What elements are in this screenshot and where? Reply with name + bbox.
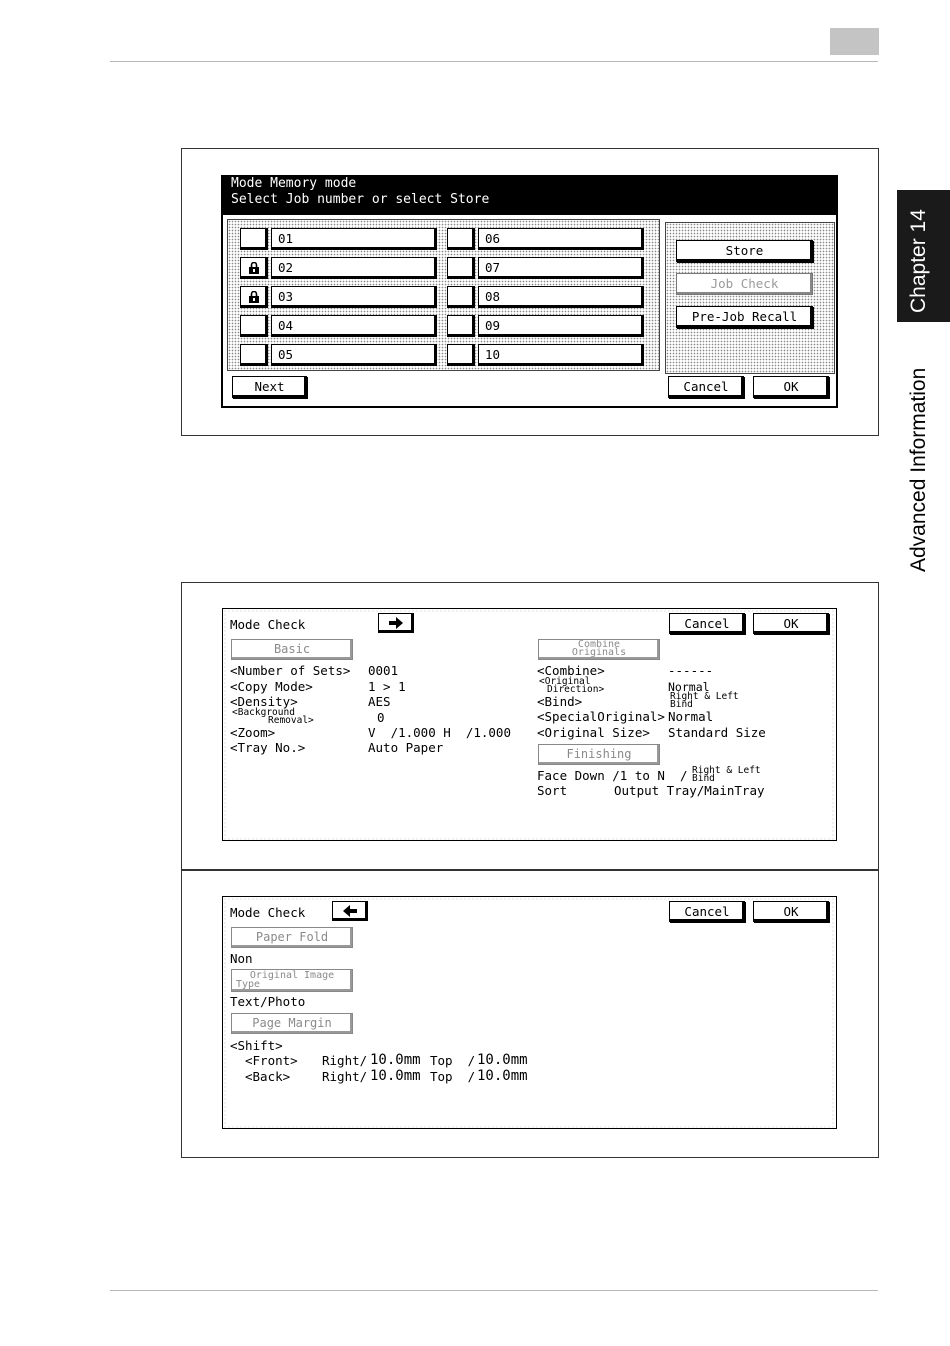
front-top-value: 10.0mm bbox=[477, 1052, 528, 1068]
back-top-value: 10.0mm bbox=[477, 1068, 528, 1084]
ok-label: OK bbox=[777, 379, 804, 394]
job-01-button[interactable]: 01 bbox=[271, 228, 437, 250]
job-06-select[interactable] bbox=[447, 228, 475, 250]
front-right-prefix: Right/ bbox=[322, 1053, 368, 1068]
cancel-button[interactable] bbox=[669, 613, 745, 634]
job-05-button[interactable]: 05 bbox=[271, 344, 437, 366]
finishing-tab[interactable]: Finishing bbox=[538, 744, 660, 765]
job-10-button[interactable]: 10 bbox=[478, 344, 644, 366]
combine-originals-tab[interactable] bbox=[538, 639, 660, 660]
paper-fold-value: Non bbox=[230, 951, 253, 966]
bind-label: <Bind> bbox=[537, 694, 583, 709]
original-image-type-tab[interactable] bbox=[231, 969, 353, 992]
finishing-output-tray: Output Tray/MainTray bbox=[614, 783, 765, 798]
back-top-prefix: Top / bbox=[430, 1069, 476, 1084]
pre-job-recall-button[interactable]: Pre-Job Recall bbox=[676, 306, 813, 328]
shift-label: <Shift> bbox=[230, 1038, 283, 1053]
footer-rule bbox=[110, 1290, 878, 1291]
special-original-label: <SpecialOriginal> bbox=[537, 709, 665, 724]
forward-button[interactable] bbox=[378, 613, 414, 633]
job-08-button[interactable]: 08 bbox=[478, 286, 644, 308]
job-03-button[interactable]: 03 bbox=[271, 286, 437, 308]
store-button[interactable]: Store bbox=[676, 240, 813, 262]
original-size-label: <Original Size> bbox=[537, 725, 650, 740]
original-image-type-line2: Type bbox=[236, 979, 261, 990]
combine-label: <Combine> bbox=[537, 663, 605, 678]
cancel-label: Cancel bbox=[683, 379, 729, 394]
original-direction-label-2: Direction> bbox=[547, 684, 605, 695]
arrow-left-icon bbox=[342, 905, 358, 917]
density-label: <Density> bbox=[230, 694, 298, 709]
ok-button[interactable] bbox=[753, 901, 829, 922]
header-rule bbox=[110, 61, 878, 62]
job-09-select[interactable] bbox=[447, 315, 475, 337]
mode-memory-instruction: Select Job number or select Store bbox=[231, 192, 490, 207]
bind-value-2: Bind bbox=[670, 699, 693, 710]
original-direction-value: Normal bbox=[668, 680, 710, 694]
lock-icon bbox=[249, 262, 259, 274]
job-02-select[interactable] bbox=[240, 257, 268, 279]
job-10-select[interactable] bbox=[447, 344, 475, 366]
combine-value: ------ bbox=[668, 663, 714, 678]
job-07-button[interactable]: 07 bbox=[478, 257, 644, 279]
tray-value: Auto Paper bbox=[368, 740, 444, 755]
ok-label: OK bbox=[777, 904, 804, 919]
page-corner-marker bbox=[830, 28, 879, 55]
tray-label: <Tray No.> bbox=[230, 740, 306, 755]
original-size-value: Standard Size bbox=[668, 725, 766, 740]
next-button[interactable]: Next bbox=[232, 376, 307, 398]
combine-tab-line1: Combine bbox=[577, 639, 621, 650]
back-label: <Back> bbox=[245, 1069, 291, 1084]
zoom-label: <Zoom> bbox=[230, 725, 276, 740]
mode-memory-title: Mode Memory mode bbox=[231, 176, 357, 191]
finishing-face-down: Face Down /1 to N / bbox=[537, 768, 688, 783]
zoom-value: V /1.000 H /1.000 bbox=[368, 725, 511, 740]
copy-mode-value: 1 > 1 bbox=[368, 679, 406, 694]
arrow-right-icon bbox=[388, 617, 404, 629]
background-removal-label-1: <Background bbox=[232, 707, 295, 718]
job-03-select[interactable] bbox=[240, 286, 268, 308]
copy-mode-label: <Copy Mode> bbox=[230, 679, 313, 694]
bind-value-1: Right & Left bbox=[670, 691, 739, 702]
original-image-type-line1: Original Image bbox=[249, 970, 335, 981]
job-01-select[interactable] bbox=[240, 228, 268, 250]
cancel-label: Cancel bbox=[684, 616, 730, 631]
page-margin-tab[interactable]: Page Margin bbox=[231, 1013, 353, 1034]
background-removal-label-2: Removal> bbox=[268, 715, 314, 726]
section-label: Advanced Information bbox=[907, 367, 930, 572]
mode-check-1-title: Mode Check bbox=[230, 617, 306, 632]
front-right-value: 10.0mm bbox=[370, 1052, 421, 1068]
figure-divider bbox=[182, 869, 878, 871]
job-04-select[interactable] bbox=[240, 315, 268, 337]
job-check-button[interactable]: Job Check bbox=[676, 273, 813, 295]
finishing-sort: Sort bbox=[537, 783, 568, 798]
lock-icon bbox=[249, 291, 259, 303]
job-09-button[interactable]: 09 bbox=[478, 315, 644, 337]
job-08-select[interactable] bbox=[447, 286, 475, 308]
back-right-prefix: Right/ bbox=[322, 1069, 368, 1084]
front-top-prefix: Top / bbox=[430, 1053, 476, 1068]
job-06-button[interactable]: 06 bbox=[478, 228, 644, 250]
cancel-button[interactable] bbox=[668, 376, 744, 398]
front-label: <Front> bbox=[245, 1053, 298, 1068]
ok-label: OK bbox=[777, 616, 804, 631]
number-of-sets-label: <Number of Sets> bbox=[230, 663, 351, 678]
ok-button[interactable] bbox=[753, 613, 829, 634]
job-07-select[interactable] bbox=[447, 257, 475, 279]
ok-button[interactable] bbox=[753, 376, 829, 398]
mode-check-2-title: Mode Check bbox=[230, 905, 306, 920]
special-original-value: Normal bbox=[668, 709, 714, 724]
original-direction-label-1: <Original bbox=[539, 676, 591, 687]
mode-memory-titlebar bbox=[222, 175, 837, 215]
chapter-label: Chapter 14 bbox=[907, 209, 930, 313]
job-02-button[interactable]: 02 bbox=[271, 257, 437, 279]
job-04-button[interactable]: 04 bbox=[271, 315, 437, 337]
back-right-value: 10.0mm bbox=[370, 1068, 421, 1084]
job-05-select[interactable] bbox=[240, 344, 268, 366]
finishing-bind-1: Right & Left bbox=[692, 765, 761, 776]
cancel-label: Cancel bbox=[684, 904, 730, 919]
combine-tab-line2: Originals bbox=[571, 647, 627, 658]
background-removal-value: 0 bbox=[377, 710, 385, 725]
original-image-type-value: Text/Photo bbox=[230, 994, 306, 1009]
basic-tab[interactable]: Basic bbox=[231, 639, 353, 660]
paper-fold-tab[interactable]: Paper Fold bbox=[231, 927, 353, 948]
finishing-bind-2: Bind bbox=[692, 773, 715, 784]
cancel-button[interactable] bbox=[669, 901, 745, 922]
back-button[interactable] bbox=[332, 901, 368, 921]
density-value: AES bbox=[368, 694, 391, 709]
number-of-sets-value: 0001 bbox=[368, 663, 399, 678]
